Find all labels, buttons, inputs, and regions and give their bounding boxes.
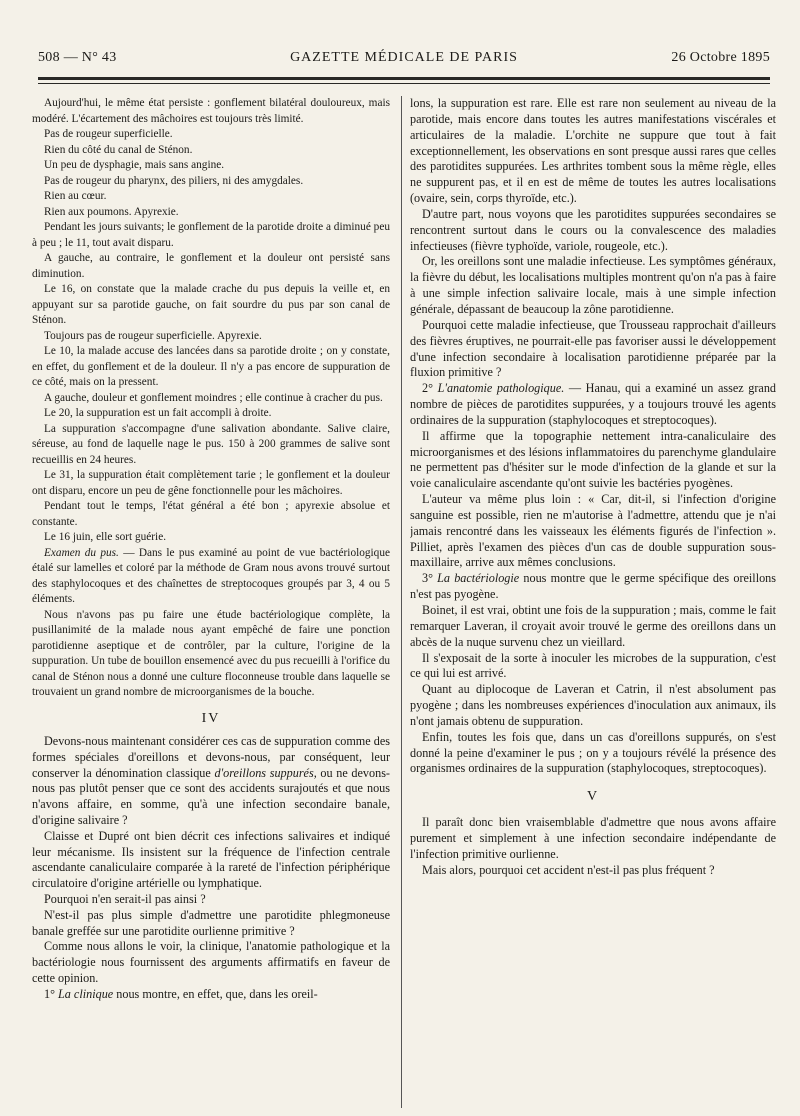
paragraph-text: Comme nous allons le voir, la clinique, l'anatomie pathologique et la bactériologie nous fournissent des arguments affirmatifs en faveur de cette opinion.: [32, 939, 390, 985]
paragraph-text: Un peu de dysphagie, mais sans angine.: [44, 159, 225, 171]
paragraph-text: Pendant tout le temps, l'état général a été bon ; apyrexie absolue et constante.: [32, 500, 390, 528]
paragraph-text: N'est-il pas plus simple d'admettre une parotidite phlegmoneuse banale greffée sur une parotidite ourlienne primitive ?: [32, 907, 390, 938]
paragraph: [410, 651, 776, 683]
header-rule-thin: [38, 83, 770, 84]
paragraph: [32, 329, 390, 345]
paragraph-text: Rien du côté du canal de Sténon.: [44, 143, 193, 156]
column-divider: [401, 96, 402, 1108]
paragraph-text: L'auteur va même plus loin : « Car, dit-il, si l'infection d'origine sanguine est possible, rien ne m'autorise à l'admettre, attendu que je n'ai jamais rencontré dans les vaisseaux les éléments figurés de l'infection ». Pilliet, après l'examen des pièces d'un cas de double suppuration sous-maxillaire, arrive aux mêmes conclusions.: [410, 492, 776, 570]
paragraph-text: Le 16, on constate que la malade crache du pus depuis la veille et, en appuyant sur sa parotide gauche, on fait sourdre du pus par son canal de Sténon.: [32, 283, 390, 326]
paragraph-text: Le 31, la suppuration était complètement tarie ; le gonflement et la douleur ont disparu, encore un peu de gêne fonctionnelle pour les mâchoires.: [32, 469, 390, 497]
paragraph-text-cont: nous montre que le germe spécifique des oreillons n'est pas pyogène.: [410, 571, 776, 602]
paragraph: [32, 734, 390, 829]
paragraph: [410, 863, 776, 879]
emphasis: L'anatomie pathologique.: [437, 381, 565, 396]
paragraph-text-cont: — Hanau, qui a examiné un assez grand nombre de pièces de parotidites suppurées, y a toujours trouvé les agents ordinaires de la suppuration (staphylocoques et streptocoques).: [410, 381, 776, 427]
paragraph-text: Pas de rougeur superficielle.: [44, 128, 173, 140]
conclusion-text: [410, 815, 776, 878]
emphasis: La clinique: [58, 986, 114, 1001]
paragraph: [410, 730, 776, 778]
paragraph: [32, 251, 390, 282]
paragraph: [32, 499, 390, 530]
paragraph-text: Il affirme que la topographie nettement intra-canaliculaire des microorganismes et des lésions inflammatoires du parenchyme glandulaire ne permettent pas d'hésiter sur le mode d'infection de la glande et sur la voie canaliculaire ascendante qu'ont suivie les bactéries pyogènes.: [410, 428, 776, 491]
paragraph-text: Quant au diplocoque de Laveran et Catrin, il n'est absolument pas pyogène ; dans les nombreuses expériences d'inoculation aux animaux, ils n'ont jamais obtenu de suppuration.: [410, 682, 776, 728]
paragraph: [410, 603, 776, 651]
journal-title: GAZETTE MÉDICALE DE PARIS: [290, 50, 518, 65]
paragraph-text: Pendant les jours suivants; le gonflement de la parotide droite a diminué peu à peu ; le 11, tout avait disparu.: [32, 221, 390, 249]
paragraph: [410, 381, 776, 429]
left-column: [32, 96, 390, 1106]
paragraph-text: 1°: [44, 986, 59, 1001]
paragraph-text: Mais alors, pourquoi cet accident n'est-il pas plus fréquent ?: [422, 862, 715, 877]
paragraph-text: Claisse et Dupré ont bien décrit ces infections salivaires et indiqué leur mécanisme. Ils insistent sur la fréquence de l'infection centrale ascendante canaliculaire comparée à la rareté de l'infection périphérique circulatoire d'origine artérielle ou lymphatique.: [32, 828, 390, 891]
paragraph-text: Aujourd'hui, le même état persiste : gonflement bilatéral douloureux, mais modéré. L'écartement des mâchoires est toujours très limité.: [32, 97, 390, 125]
paragraph-text: 2°: [422, 381, 438, 396]
paragraph-text: Pourquoi n'en serait-il pas ainsi ?: [44, 891, 206, 906]
paragraph: [410, 815, 776, 863]
paragraph-text: A gauche, douleur et gonflement moindres ; elle continue à cracher du pus.: [44, 391, 383, 404]
paragraph: [32, 158, 390, 174]
paragraph: [32, 96, 390, 127]
paragraph: [32, 174, 390, 190]
paragraph: [32, 189, 390, 205]
paragraph: [410, 429, 776, 492]
paragraph: [32, 546, 390, 608]
paragraph: [32, 608, 390, 701]
paragraph: [32, 406, 390, 422]
paragraph: [32, 829, 390, 892]
right-column: [410, 96, 776, 1106]
paragraph: [32, 422, 390, 469]
paragraph: [410, 682, 776, 730]
paragraph-text-cont: ou ne devons-nous pas plutôt penser que ce sont des accidents surajoutés et que nous n'avons affaire, en somme, qu'à une infection secondaire banale, d'origine salivaire ?: [32, 765, 390, 827]
paragraph-text: Le 10, la malade accuse des lancées dans sa parotide droite ; on y constate, en effet, du gonflement et de la douleur. Il n'y a pas encore de suppuration de ce côté, mais on la pressent.: [32, 345, 390, 388]
emphasis: d'oreillons suppurés,: [214, 765, 317, 780]
paragraph: [410, 571, 776, 603]
paragraph-text: La suppuration s'accompagne d'une salivation abondante. Salive claire, séreuse, au fond de laquelle nage le pus. 150 à 200 grammes de salive sont recueillis en 24 heures.: [32, 422, 390, 466]
paragraph: [32, 127, 390, 143]
issue-date: 26 Octobre 1895: [671, 50, 770, 65]
paragraph-text: Pourquoi cette maladie infectieuse, que Trousseau rapprochait d'ailleurs des fièvres éruptives, ne pourrait-elle pas favoriser aussi le développement d'une infection secondaire à localisation parotidienne préparée par la fluxion primitive ?: [410, 317, 776, 380]
paragraph-text: Pas de rougeur du pharynx, des piliers, ni des amygdales.: [44, 174, 304, 187]
paragraph: [32, 205, 390, 221]
paragraph-text: Il s'exposait de la sorte à inoculer les microbes de la suppuration, c'est ce qui lui est arrivé.: [410, 650, 776, 681]
paragraph-text: Or, les oreillons sont une maladie infectieuse. Les symptômes généraux, la fièvre du début, les localisations multiples montrent qu'on n'a pas à faire à une simple infection salivaire locale, mais à une simple infection générale, dépassant de beaucoup la zône parotidienne.: [410, 254, 776, 316]
paragraph: [32, 282, 390, 329]
paragraph-text: Nous n'avons pas pu faire une étude bactériologique complète, la pusillanimité de la malade nous ayant empêché de faire une ponction parotidienne aseptique et de contrôler, par la culture, l'origine de la suppuration. Un tube de bouillon ensemencé avec du pus recueilli à l'orifice du canal de Sténon nous a donné une culture floconneuse trouble dans laquelle se trouvaient un grand nombre de microorganismes de la bouche.: [32, 608, 390, 698]
paragraph-text: 3°: [422, 571, 438, 586]
paragraph: [410, 96, 776, 207]
paragraph: [32, 892, 390, 908]
paragraph: [410, 254, 776, 317]
paragraph-text: Rien au cœur.: [44, 190, 107, 202]
paragraph: [32, 939, 390, 986]
paragraph-text: Rien aux poumons. Apyrexie.: [44, 205, 179, 218]
paragraph: [32, 391, 390, 407]
section-heading-iv: IV: [201, 710, 221, 726]
paragraph: [32, 344, 390, 391]
paragraph: [410, 318, 776, 381]
page-header: [38, 50, 770, 72]
argument-text: [410, 96, 776, 777]
paragraph-text: lons, la suppuration est rare. Elle est rare non seulement au niveau de la parotide, mais encore dans toutes les autres manifestations viscérales et articulaires de la maladie. L'orchite ne suppure que tout à fait exceptionnellement, les observations en sont presque aussi rares que celles des parotidites suppurées. Les arthrites tombent sous la même règle, elles ne suppurent pas, et il en est de même de toutes les autres localisations (ovaire, sein, corps thyroïde, etc.).: [410, 96, 776, 206]
paragraph: [32, 468, 390, 499]
paragraph: [32, 143, 390, 159]
paragraph: [32, 530, 390, 546]
paragraph-text: Toujours pas de rougeur superficielle. Apyrexie.: [44, 329, 262, 342]
paragraph: [32, 987, 390, 1003]
header-rule-thick: [38, 77, 770, 80]
paragraph-text: Enfin, toutes les fois que, dans un cas d'oreillons suppurés, on s'est donné la peine d'examiner le pus ; on y a toujours révélé la présence des organismes ordinaires de la suppuration (staphylocoques, streptocoques).: [410, 729, 776, 776]
paragraph: [410, 207, 776, 255]
paragraph-text: D'autre part, nous voyons que les parotidites suppurées secondaires se rencontrent surtout dans le cours ou la convalescence des maladies infectieuses (fièvre typhoïde, variole, rougeole, etc.).: [410, 206, 776, 253]
paragraph-text: A gauche, au contraire, le gonflement et la douleur ont persisté sans diminution.: [32, 252, 390, 280]
emphasis: La bactériologie: [437, 571, 520, 586]
page-number: 508 — N° 43: [38, 50, 117, 65]
paragraph: [32, 908, 390, 940]
paragraph-text: Le 20, la suppuration est un fait accompli à droite.: [44, 407, 272, 419]
paragraph: [410, 492, 776, 571]
paragraph-text: — Dans le pus examiné au point de vue bactériologique étalé sur lamelles et coloré par la méthode de Gram nous avons trouvé surtout des staphylocoques et des chaînettes de streptocoques groupés par 3, 4 ou 5 éléments.: [32, 546, 390, 605]
paragraph-text: Devons-nous maintenant considérer ces cas de suppuration comme des formes spéciales d'oreillons et devons-nous, par conséquent, leur conserver la dénomination classique: [32, 734, 390, 780]
paragraph-text-cont: nous montre, en effet, que, dans les oreil-: [113, 986, 318, 1001]
paragraph-text: Le 16 juin, elle sort guérie.: [44, 531, 167, 543]
section-heading-v: V: [586, 789, 600, 805]
paragraph-lead: Examen du pus.: [44, 546, 119, 559]
case-report-text: [32, 96, 390, 701]
paragraph-text: Boinet, il est vrai, obtint une fois de la suppuration ; mais, comme le fait remarquer Laveran, il croyait avoir trouvé le germe des oreillons dans un abcès de la nuque survenu chez un vieillard.: [410, 603, 776, 649]
paragraph-text: Il paraît donc bien vraisemblable d'admettre que nous avons affaire purement et simplement à une infection secondaire indépendante de l'infection primitive ourlienne.: [410, 815, 776, 861]
paragraph: [32, 220, 390, 251]
discussion-text: [32, 734, 390, 1003]
